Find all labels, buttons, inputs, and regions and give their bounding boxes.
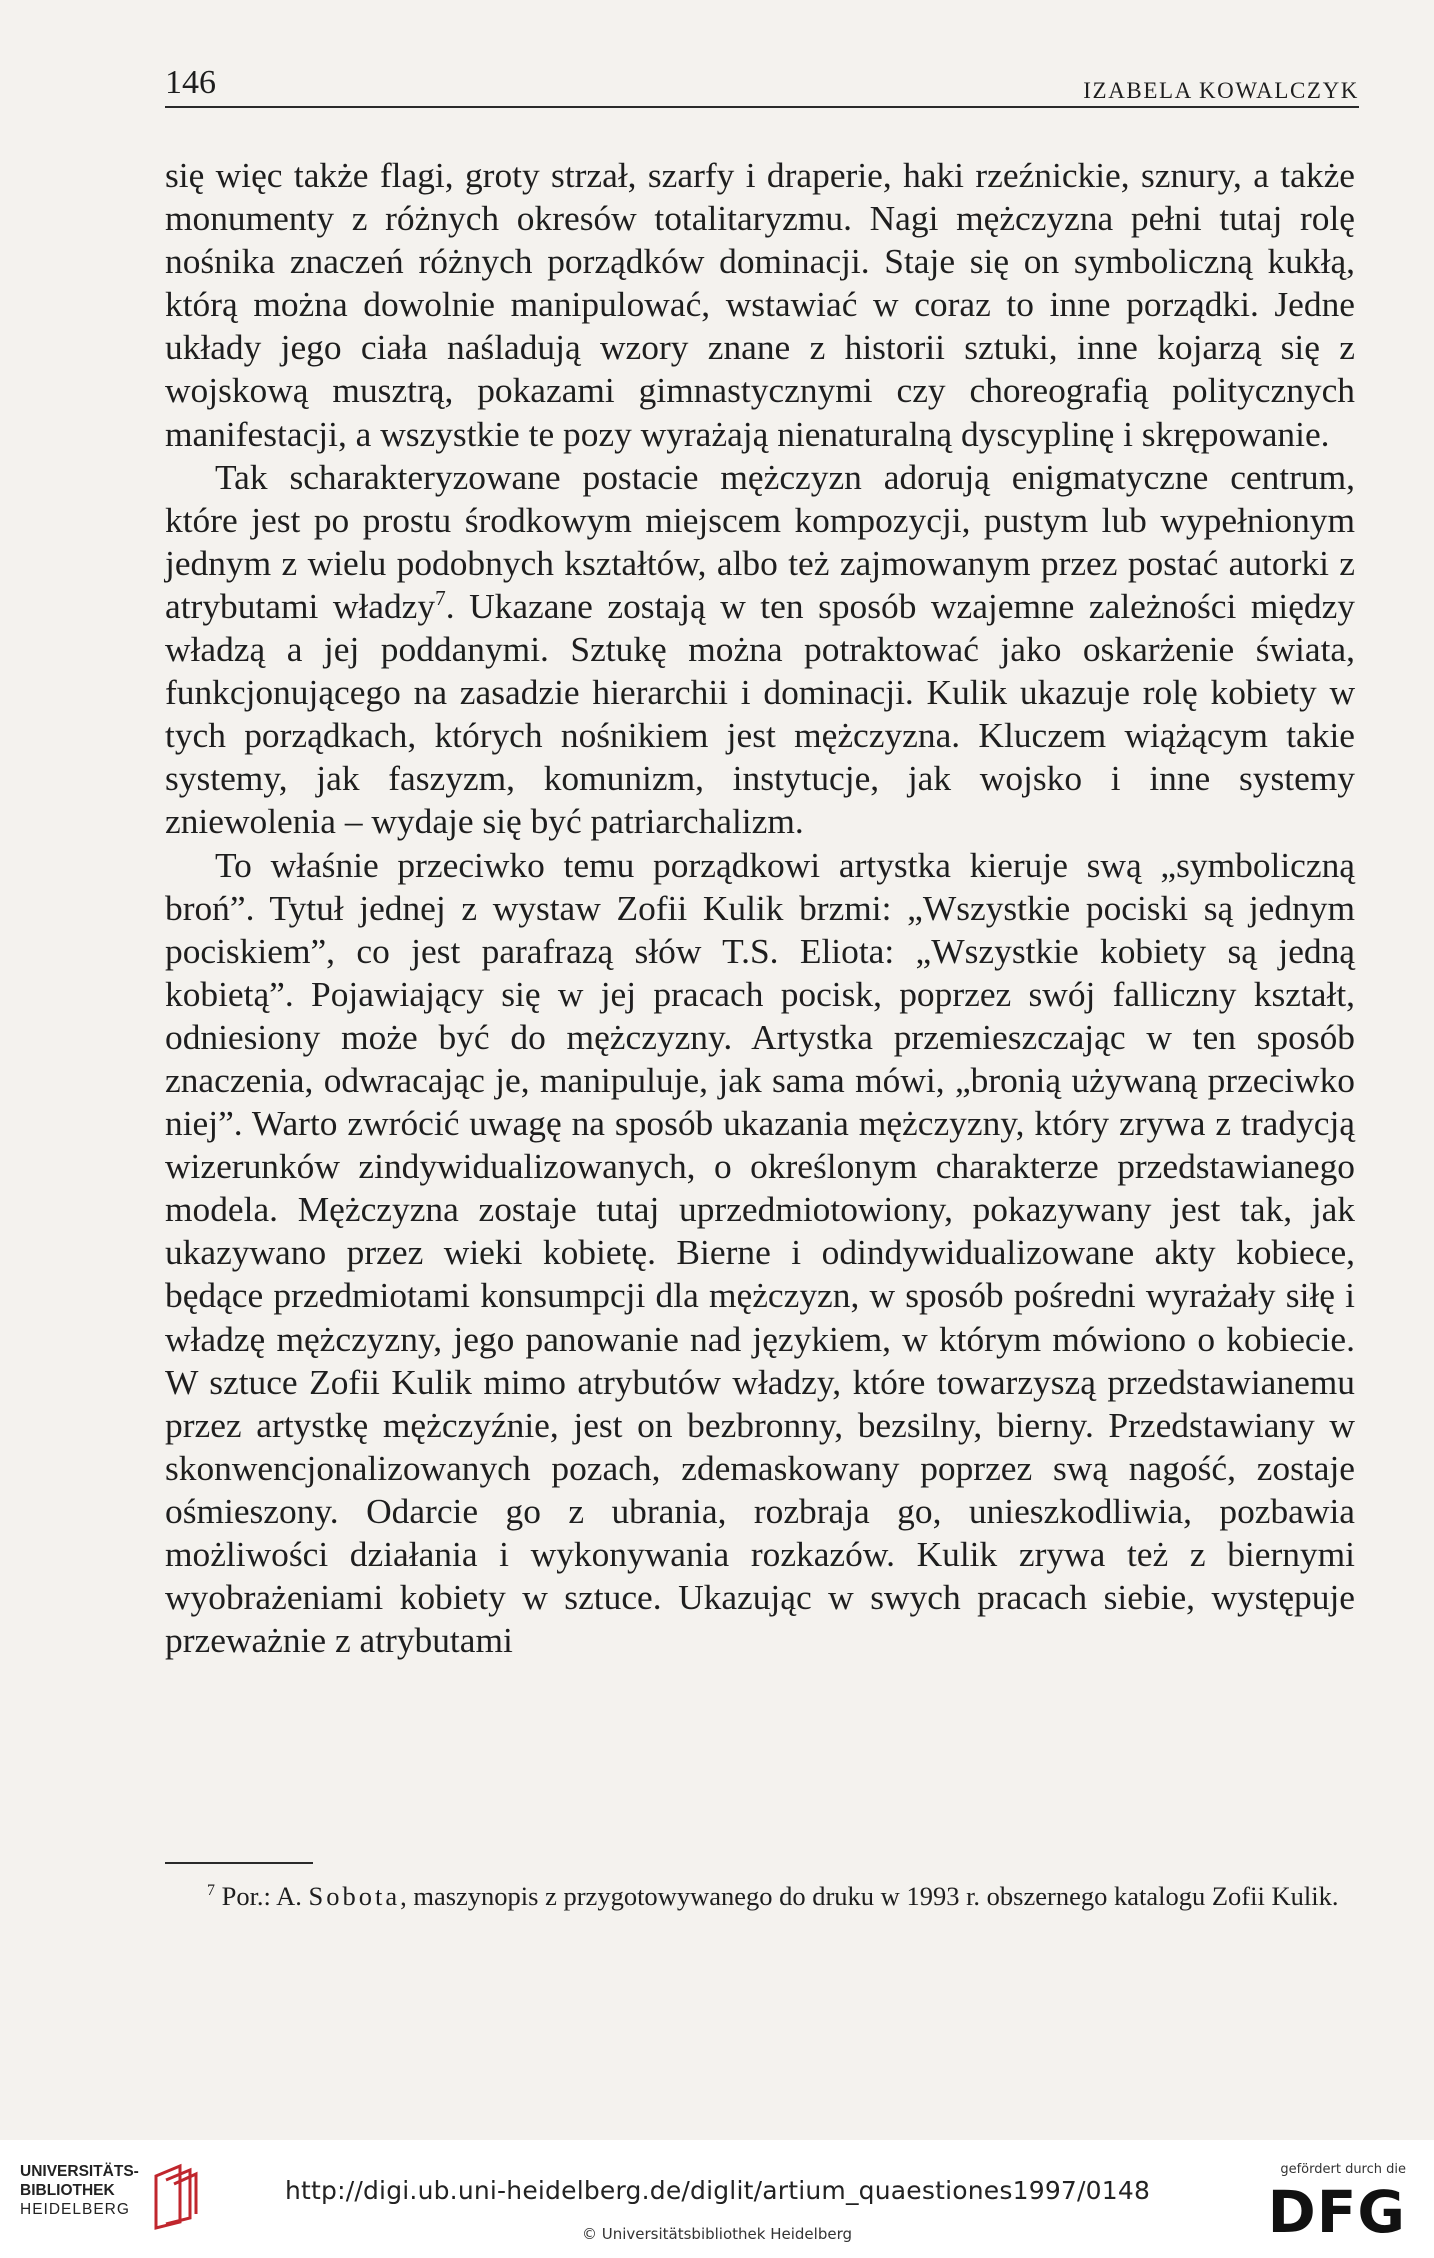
paragraph-3: To właśnie przeciwko temu porządkowi artystka kieruje swą „symboliczną broń”. Tytuł jednej z wystaw Zofii Kulik brzmi: „Wszystkie pociski są jednym pociskiem”, co jest parafrazą słów T.S. Eliota: „Wszystkie kobiety są jedną kobietą”. Pojawiający się w jej pracach pocisk, poprzez swój falliczny kształt, odniesiony może być do mężczyzny. Artystka przemieszczając w ten sposób znaczenia, odwracając je, manipuluje, jak sama mówi, „bronią używaną przeciwko niej”. Warto zwrócić uwagę na sposób ukazania mężczyzny, który zrywa z tradycją wizerunków zindywidualizowanych, o określonym charakterze przedstawianego modela. Mężczyzna zostaje tutaj uprzedmiotowiony, pokazywany jest tak, jak ukazywano przez wieki kobietę. Bierne i odindywidualizowane akty kobiece, będące przedmiotami konsumpcji dla mężczyzn, w sposób pośredni wyrażały siłę i władzę mężczyzny, jego panowanie nad językiem, w którym mówiono o kobiecie. W sztuce Zofii Kulik mimo atrybutów władzy, które towarzyszą przedstawianemu przez artystkę mężczyźnie, jest on bezbronny, bezsilny, bierny. Przedstawiany w skonwencjonalizowanych pozach, zdemaskowany poprzez swą nagość, zostaje ośmieszony. Odarcie go z ubrania, rozbraja go, unieszkodliwia, pozbawia możliwości działania i wykonywania rozkazów. Kulik zrywa też z biernymi wyobrażeniami kobiety w sztuce. Ukazując w swych pracach siebie, występuje przeważnie z atrybutami	[165, 844, 1355, 1661]
footer-bar	[0, 2140, 1434, 2258]
footnote-reference: 7	[435, 586, 446, 611]
library-name-line3: HEIDELBERG	[20, 2201, 130, 2218]
funding-note: gefördert durch die	[1280, 2162, 1406, 2177]
dfg-logo: DFG	[1267, 2178, 1406, 2246]
footnote-author: Sobota	[308, 1881, 401, 1911]
running-head	[165, 62, 1359, 108]
running-head-author: IZABELA KOWALCZYK	[1083, 78, 1359, 103]
funder-block[interactable]	[1256, 2162, 1406, 2252]
body-text	[165, 154, 1355, 1662]
footnote-number: 7	[207, 1882, 215, 1900]
permalink-url[interactable]: http://digi.ub.uni-heidelberg.de/diglit/artium_quaestiones1997/0148	[285, 2176, 1151, 2205]
paragraph-2-part-2: . Ukazane zostają w ten sposób wzajemne zależności między władzą a jej poddanymi. Sztukę można potraktować jako oskarżenie świata, funkcjonującego na zasadzie hierarchii i dominacji. Kulik ukazuje rolę kobiety w tych porządkach, których nośnikiem jest mężczyzna. Kluczem wiążącym takie systemy, jak faszyzm, komunizm, instytucje, jak wojsko i inne systemy zniewolenia – wydaje się być patriarchalizm.	[165, 585, 1355, 842]
paragraph-2-part-1: Tak scharakteryzowane postacie mężczyzn adorują enigmatyczne centrum, które jest po prostu środkowym miejscem kompozycji, pustym lub wypełnionym jednym z wielu podobnych kształtów, albo też zajmowanym przez postać autorki z atrybutami władzy	[165, 456, 1355, 626]
page-number: 146	[165, 64, 216, 101]
footnote-text: , maszynopis z przygotowywanego do druku w 1993 r. obszernego katalogu Zofii Kulik.	[400, 1881, 1339, 1911]
library-name-line1: UNIVERSITÄTS-	[20, 2163, 139, 2180]
library-name	[20, 2162, 139, 2219]
library-mark-icon	[150, 2162, 200, 2230]
copyright-notice: © Universitätsbibliothek Heidelberg	[581, 2225, 852, 2243]
library-name-line2: BIBLIOTHEK	[20, 2182, 115, 2199]
footnote	[165, 1878, 1355, 1914]
footnote-divider	[165, 1862, 313, 1864]
paragraph-2	[165, 456, 1355, 844]
paragraph-1: się więc także flagi, groty strzał, szarfy i draperie, haki rzeźnickie, sznury, a także monumenty z różnych okresów totalitaryzmu. Nagi mężczyzna pełni tutaj rolę nośnika znaczeń różnych porządków dominacji. Staje się on symboliczną kukłą, którą można dowolnie manipulować, wstawiać w coraz to inne porządki. Jedne układy jego ciała naśladują wzory znane z historii sztuki, inne kojarzą się z wojskową musztrą, pokazami gimnastycznymi czy choreografią politycznych manifestacji, a wszystkie te pozy wyrażają nienaturalną dyscyplinę i skrępowanie.	[165, 155, 1355, 454]
footnote-prefix: Por.: A.	[221, 1881, 309, 1911]
